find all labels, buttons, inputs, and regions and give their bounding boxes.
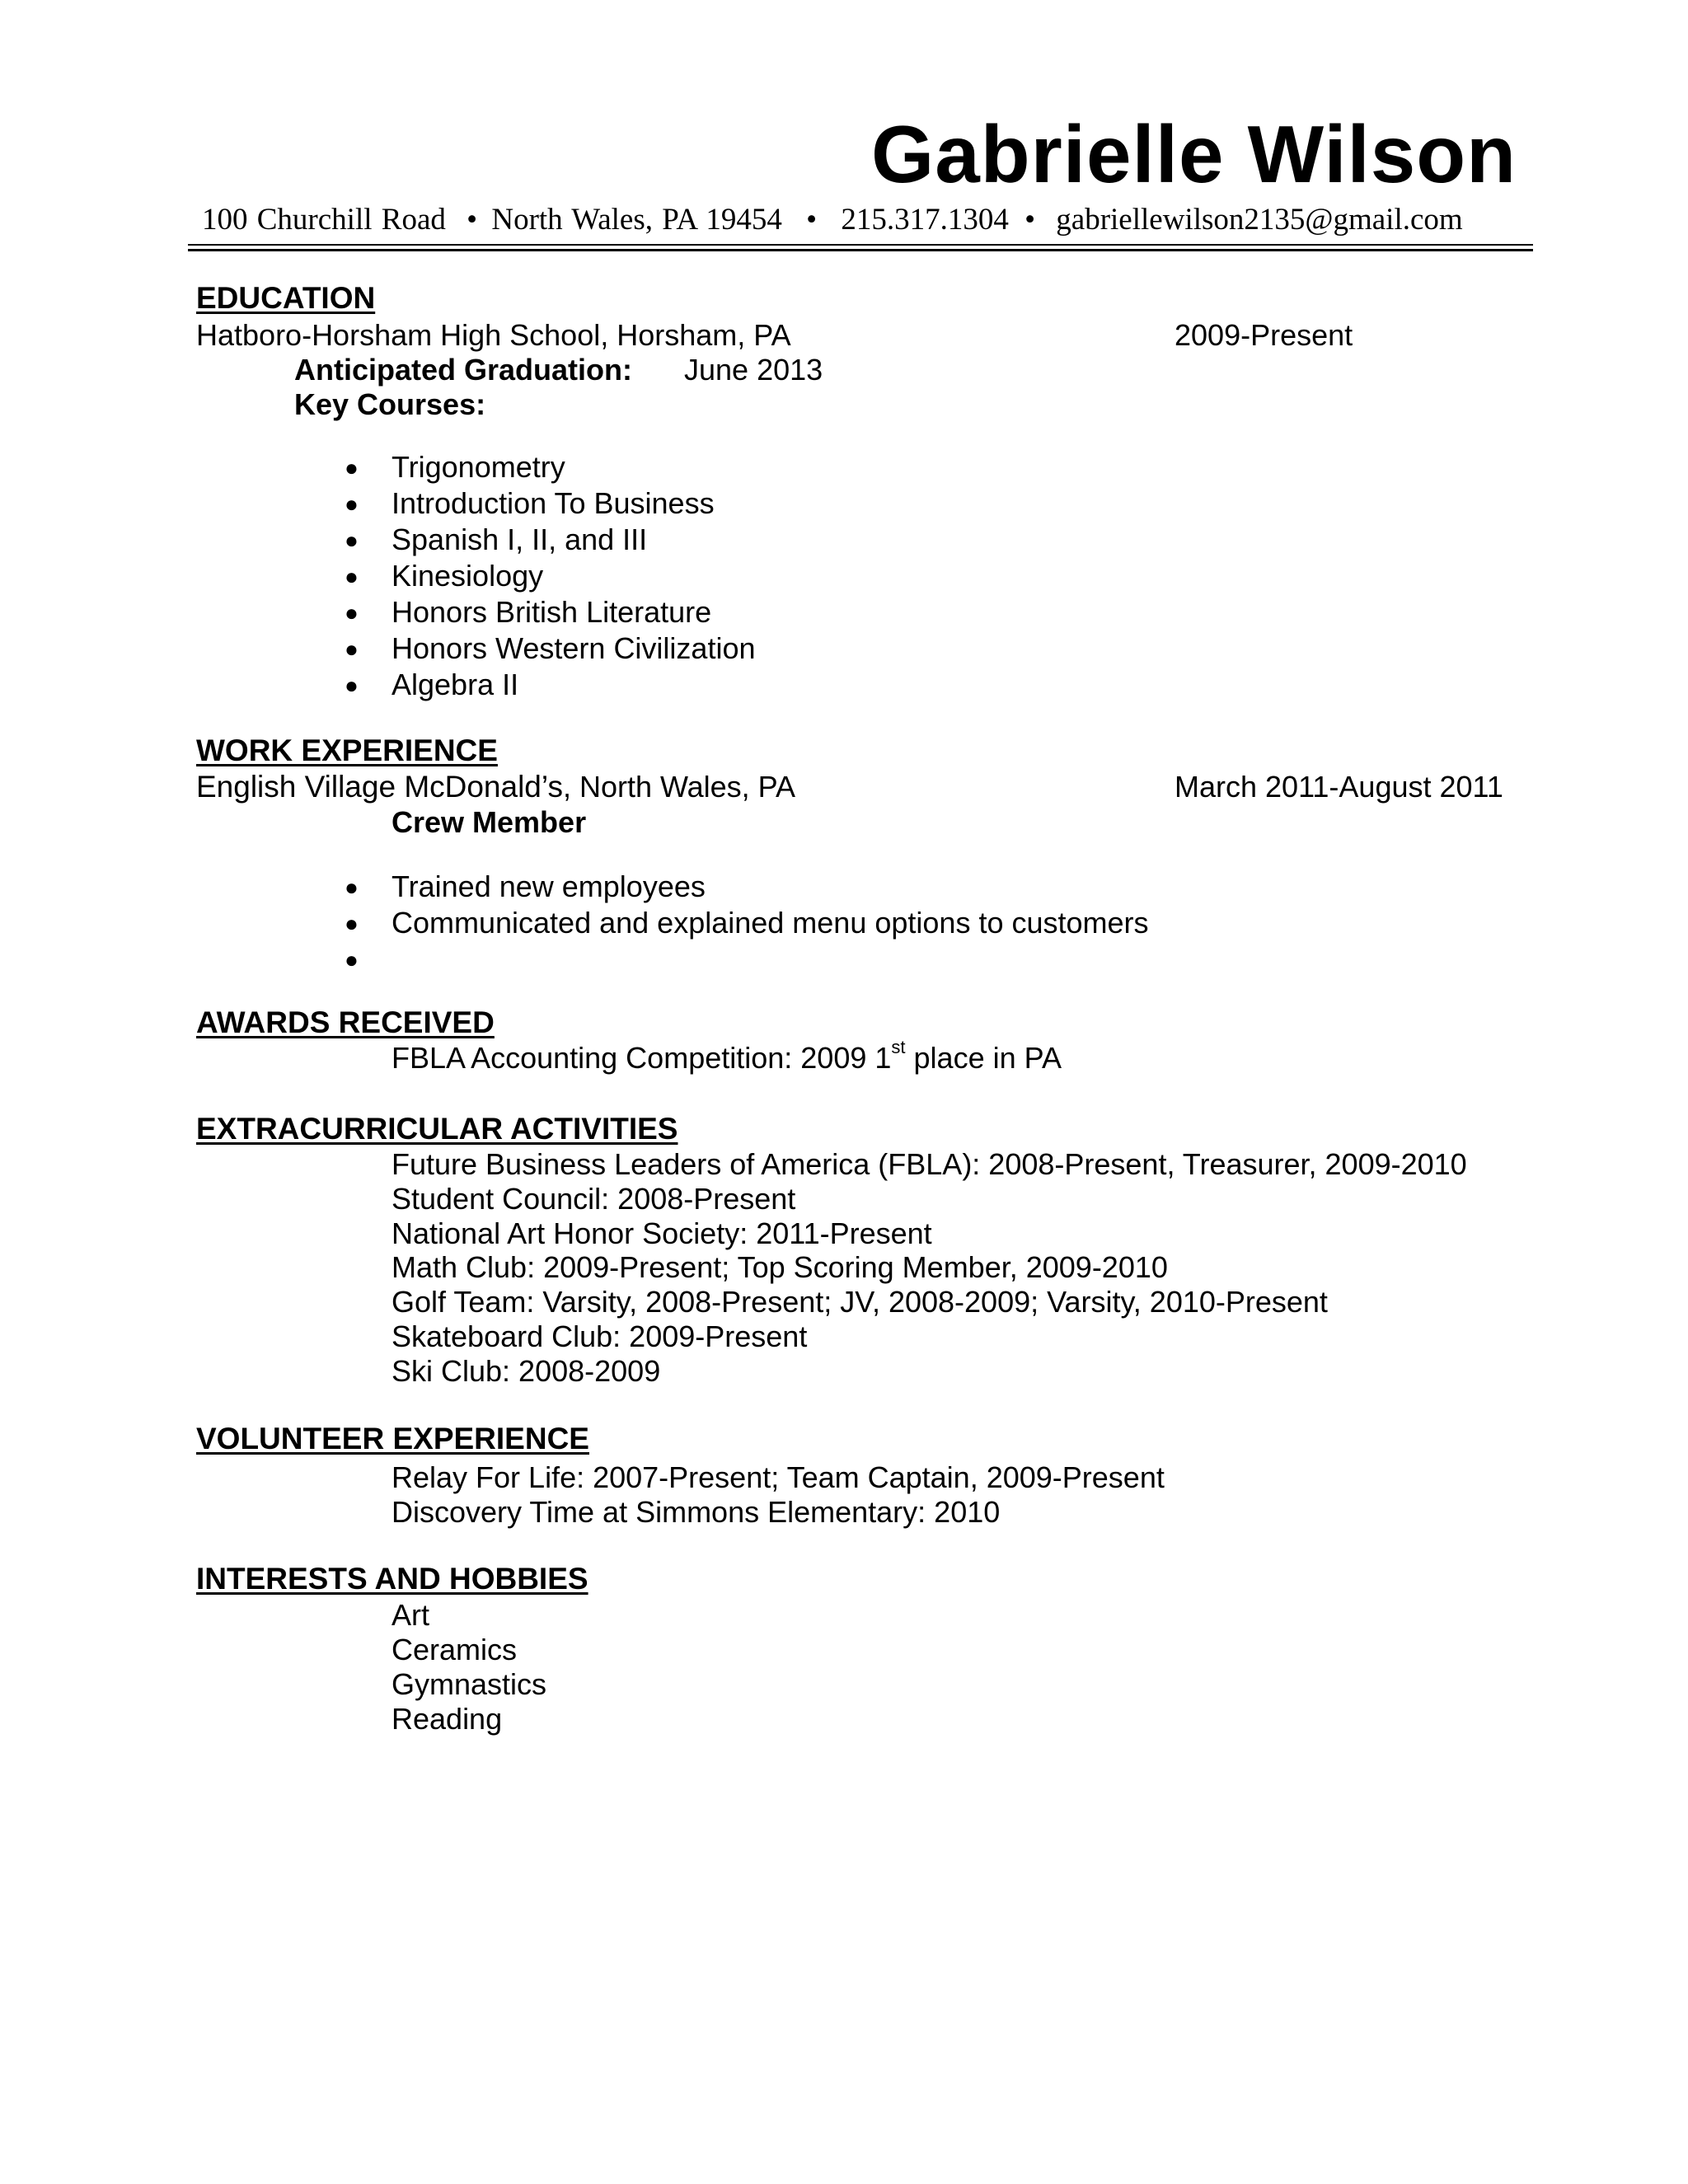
address: 100 Churchill Road	[202, 203, 446, 237]
bullet-icon: ●	[345, 527, 359, 553]
volunteer-item: Relay For Life: 2007-Present; Team Captain, 2009-Present	[392, 1460, 1165, 1494]
work-heading: WORK EXPERIENCE	[196, 733, 498, 767]
phone: 215.317.1304	[841, 203, 1009, 237]
separator: •	[806, 203, 818, 237]
graduation-value: June 2013	[684, 353, 823, 387]
activity-item: Future Business Leaders of America (FBLA): 2008-Present, Treasurer, 2009-2010	[392, 1147, 1467, 1181]
bullet-icon: ●	[345, 911, 359, 936]
award-text: FBLA Accounting Competition: 2009 1	[392, 1041, 892, 1075]
course-item: Spanish I, II, and III	[392, 523, 648, 556]
separator: •	[1025, 203, 1036, 237]
volunteer-item: Discovery Time at Simmons Elementary: 2010	[392, 1495, 1001, 1529]
interest-item: Art	[392, 1598, 430, 1632]
city: North Wales, PA 19454	[491, 203, 782, 237]
course-item: Honors Western Civilization	[392, 631, 756, 665]
bullet-icon: ●	[345, 947, 359, 972]
courses-label: Key Courses:	[294, 387, 486, 421]
bullet-icon: ●	[345, 600, 359, 626]
bullet-icon: ●	[345, 874, 359, 900]
award-item	[392, 1037, 1062, 1075]
course-item: Honors British Literature	[392, 595, 712, 629]
employer-location: , North Wales, PA	[562, 770, 796, 804]
bullet-icon: ●	[345, 636, 359, 662]
awards-heading: AWARDS RECEIVED	[196, 1005, 495, 1039]
employer-name: English Village McDonald’s	[196, 770, 563, 804]
bullet-icon: ●	[345, 491, 359, 517]
interests-heading: INTERESTS AND HOBBIES	[196, 1562, 588, 1596]
interest-item: Gymnastics	[392, 1667, 547, 1701]
interest-item: Reading	[392, 1702, 503, 1736]
activity-item: Math Club: 2009-Present; Top Scoring Member, 2009-2010	[392, 1250, 1168, 1284]
bullet-icon: ●	[345, 455, 359, 480]
extracurricular-heading: EXTRACURRICULAR ACTIVITIES	[196, 1112, 678, 1146]
contact-line	[202, 204, 1463, 235]
activity-item: Student Council: 2008-Present	[392, 1182, 796, 1216]
bullet-icon: ●	[345, 564, 359, 589]
duty-item: Trained new employees	[392, 869, 706, 903]
award-superscript: st	[891, 1037, 906, 1057]
education-dates: 2009-Present	[1175, 318, 1353, 352]
work-dates: March 2011-August 2011	[1175, 770, 1503, 804]
separator: •	[467, 203, 478, 237]
activity-item: National Art Honor Society: 2011-Present	[392, 1216, 932, 1250]
bullet-icon: ●	[345, 673, 359, 698]
header-rule-thick	[188, 249, 1533, 251]
course-item: Introduction To Business	[392, 486, 715, 520]
volunteer-heading: VOLUNTEER EXPERIENCE	[196, 1422, 589, 1455]
email: gabriellewilson2135@gmail.com	[1056, 203, 1463, 237]
employer	[196, 771, 795, 802]
resume-name: Gabrielle Wilson	[871, 109, 1517, 199]
course-item: Algebra II	[392, 668, 519, 701]
award-text-suffix: place in PA	[905, 1041, 1062, 1075]
graduation-label: Anticipated Graduation:	[294, 353, 633, 387]
activity-item: Skateboard Club: 2009-Present	[392, 1319, 808, 1353]
activity-item: Golf Team: Varsity, 2008-Present; JV, 2008-2009; Varsity, 2010-Present	[392, 1285, 1328, 1319]
header-rule	[188, 244, 1533, 246]
activity-item: Ski Club: 2008-2009	[392, 1354, 661, 1388]
work-role: Crew Member	[392, 805, 587, 839]
course-item: Kinesiology	[392, 559, 544, 593]
course-item: Trigonometry	[392, 450, 565, 484]
education-heading: EDUCATION	[196, 281, 376, 315]
school-name: Hatboro-Horsham High School, Horsham, PA	[196, 318, 791, 352]
duty-item: Communicated and explained menu options to customers	[392, 906, 1149, 940]
interest-item: Ceramics	[392, 1633, 518, 1666]
